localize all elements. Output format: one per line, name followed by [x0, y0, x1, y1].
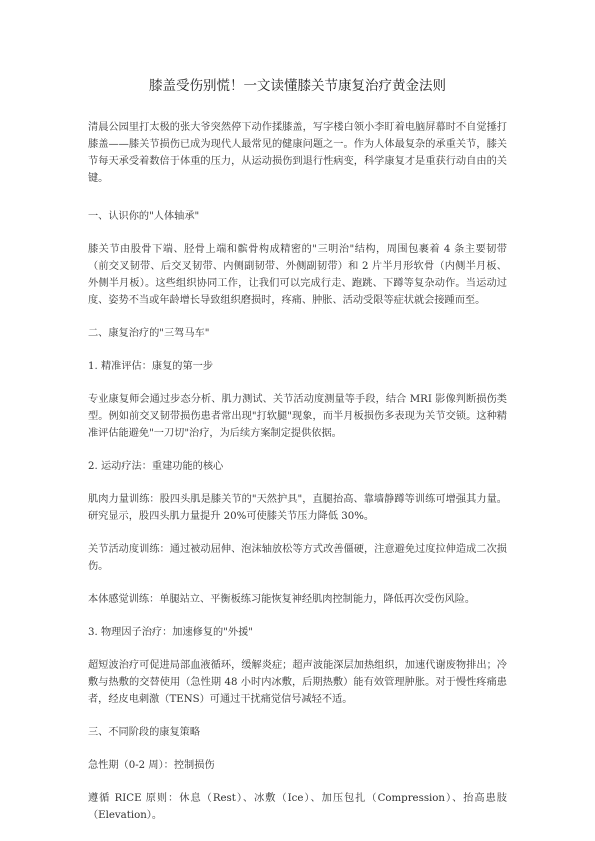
subsection-heading-assessment: 1. 精准评估：康复的第一步	[88, 361, 214, 372]
intro-paragraph: 清晨公园里打太极的张大爷突然停下动作揉膝盖，写字楼白领小李盯着电脑屏幕时不自觉捶打膝盖——膝关节损伤已成为现代人最常见的健康问题之一。作为人体最复杂的承重关节，膝关节每天承受着数倍于体重的压力，从运动损伤到退行性病变，科学康复才是重获行动自由的关键。	[88, 122, 507, 184]
phase-heading-acute: 急性期（0-2 周）：控制损伤	[88, 760, 215, 771]
section-1-body: 膝关节由股骨下端、胫骨上端和髌骨构成精密的"三明治"结构，周围包裹着 4 条主要韧带（前交叉韧带、后交叉韧带、内侧副韧带、外侧副韧带）和 2 片半月形软骨（内侧半月板、外侧半月板）。这些组织协同工作，让我们可以完成行走、跑跳、下蹲等复杂动作。当运动过度、姿势不当或年龄增长导致组织磨损时，疼痛、肿胀、活动受限等症状就会接踵而至。	[88, 244, 507, 306]
section-heading-1: 一、认识你的"人体轴承"	[88, 211, 200, 222]
document-title: 膝盖受伤别慌！一文读懂膝关节康复治疗黄金法则	[149, 78, 446, 94]
section-heading-3: 三、不同阶段的康复策略	[88, 727, 201, 738]
muscle-training-paragraph: 肌肉力量训练：股四头肌是膝关节的"天然护具"，直腿抬高、靠墙静蹲等训练可增强其力量。研究显示，股四头肌力量提升 20%可使膝关节压力降低 30%。	[88, 494, 507, 522]
range-of-motion-paragraph: 关节活动度训练：通过被动屈伸、泡沫轴放松等方式改善僵硬，注意避免过度拉伸造成二次损伤。	[88, 544, 507, 572]
acute-phase-body: 遵循 RICE 原则：休息（Rest）、冰敷（Ice）、加压包扎（Compression）、抬高患肢（Elevation）。	[88, 793, 507, 821]
subsection-heading-physical-therapy: 3. 物理因子治疗：加速修复的"外援"	[88, 627, 253, 638]
assessment-body: 专业康复师会通过步态分析、肌力测试、关节活动度测量等手段，结合 MRI 影像判断损伤类型。例如前交叉韧带损伤患者常出现"打软腿"现象，而半月板损伤多表现为关节交锁。这种精准评估能避免"一刀切"治疗，为后续方案制定提供依据。	[88, 394, 507, 439]
subsection-heading-exercise: 2. 运动疗法：重建功能的核心	[88, 461, 224, 472]
physical-therapy-body: 超短波治疗可促进局部血液循环，缓解炎症；超声波能深层加热组织，加速代谢废物排出；冷敷与热敷的交替使用（急性期 48 小时内冰敷，后期热敷）能有效管理肿胀。对于慢性疼痛患者，经皮电刺激（TENS）可通过干扰痛觉信号减轻不适。	[88, 660, 507, 705]
section-heading-2: 二、康复治疗的"三驾马车"	[88, 328, 210, 339]
proprioception-paragraph: 本体感觉训练：单腿站立、平衡板练习能恢复神经肌肉控制能力，降低再次受伤风险。	[88, 594, 476, 605]
